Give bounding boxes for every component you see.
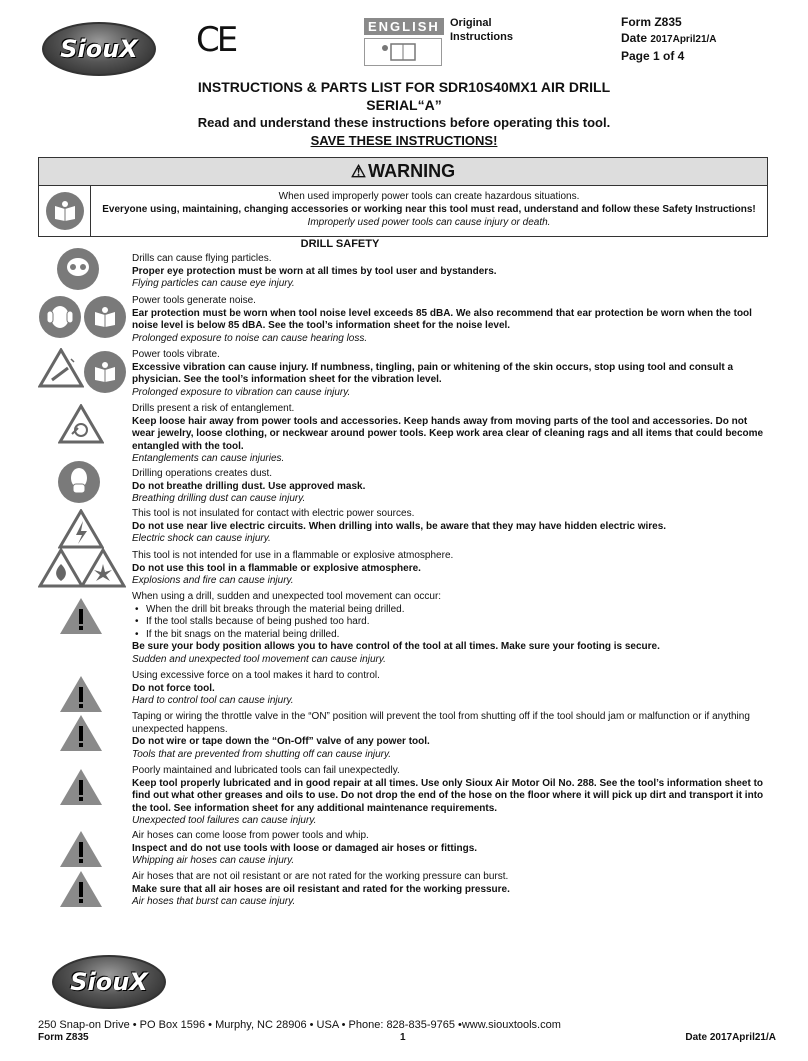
original-instructions: Original Instructions (450, 17, 513, 43)
entanglement-warning-icon (58, 404, 104, 449)
brand-logo-top (42, 22, 156, 76)
warning-triangle-icon: ⚠ (350, 161, 367, 181)
safety-item-hose-burst: Air hoses that are not oil resistant or are not rated for the working pressure can burst. Make sure that all air hoses are oil resistant and rated for the working pressure. Air hoses that burst can cause injury. (132, 871, 510, 907)
safety-item-force: Using excessive force on a tool makes it hard to control. Do not force tool. Hard to control tool can cause injury. (132, 670, 380, 706)
list-item: • If the bit snags on the material being drilled. (132, 629, 772, 642)
warning-heading: ⚠ WARNING (39, 158, 767, 186)
safety-item-hose-whip: Air hoses can come loose from power tools and whip. Inspect and do not use tools with loose or damaged air hoses or fittings. Whipping air hoses can cause injury. (132, 830, 478, 866)
list-item: • When the drill bit breaks through the material being drilled. (132, 604, 772, 617)
footer-form: Form Z835 (38, 1032, 89, 1043)
dust-mask-icon (58, 461, 100, 503)
doc-read-notice: Read and understand these instructions before operating this tool. (197, 115, 611, 130)
doc-serial: SERIAL“A” (366, 97, 442, 113)
safety-item-vibration: Power tools vibrate. Excessive vibration can cause injury. If numbness, tingling, pain or whitening of the skin occurs, stop using tool and consult a physician. See the tool’s information sheet for the vibration level. Prolonged exposure to vibration can cause injury. (132, 349, 734, 398)
safety-item-dust: Drilling operations creates dust. Do not breathe drilling dust. Use approved mask. Breathing drilling dust can cause injury. (132, 468, 366, 504)
safety-item-eye: Drills can cause flying particles. Proper eye protection must be worn at all times by tool user and bystanders. Flying particles can cause eye injury. (132, 253, 497, 289)
general-warning-icon (58, 767, 104, 812)
warning-line2: Everyone using, maintaining, changing accessories or working near this tool must read, understand and follow these Safety Instructions! (102, 204, 756, 215)
read-manual-icon (364, 38, 442, 66)
section-title: DRILL SAFETY (300, 238, 380, 250)
footer-page-number: 1 (400, 1032, 406, 1043)
general-warning-icon (58, 713, 104, 758)
page-number: Page 1 of 4 (621, 49, 685, 63)
safety-item-movement: When using a drill, sudden and unexpected tool movement can occur: • When the drill bit breaks through the material being drilled. • If the tool stalls because of being pushed too hard. • If the bit snags on the material being drilled. Be sure your body position allows you to have control of the tool at all times. Make sure your footing is secure. Sudden and unexpected tool movement can cause injury. (132, 591, 772, 666)
footer-date: Date 2017April21/A (685, 1032, 776, 1043)
brand-logo-text: SiouX (60, 35, 138, 63)
doc-save-notice: SAVE THESE INSTRUCTIONS! (310, 133, 498, 148)
warning-line1: When used improperly power tools can create hazardous situations. (278, 191, 580, 202)
language-badge (364, 18, 444, 66)
safety-item-flammable: This tool is not intended for use in a flammable or explosive atmosphere. Do not use this tool in a flammable or explosive atmosphere. Explosions and fire can cause injury. (132, 550, 454, 586)
ce-mark: CE (196, 20, 236, 60)
movement-bullet-list (132, 604, 772, 642)
warning-line3: Improperly used power tools can cause injury or death. (307, 217, 551, 228)
footer-address: 250 Snap-on Drive • PO Box 1596 • Murphy, NC 28906 • USA • Phone: 828-835-9765 •www.siouxtools.com (38, 1019, 561, 1031)
form-header (621, 14, 717, 64)
ear-protection-icon (39, 296, 81, 338)
vibration-warning-icon (38, 348, 84, 393)
list-item: • If the tool stalls because of being pushed too hard. (132, 616, 772, 629)
general-warning-icon (58, 596, 104, 641)
read-manual-icon (84, 351, 126, 393)
general-warning-icon (58, 869, 104, 914)
safety-item-throttle: Taping or wiring the throttle valve in the “ON” position will prevent the tool from shutting off if the tool should jam or malfunction or if anything unexpected happens. Do not wire or tape down the “On-Off” valve of any power tool. Tools that are prevented from shutting off can cause injury. (132, 711, 750, 760)
eye-protection-icon (57, 248, 99, 290)
read-manual-icon (84, 296, 126, 338)
language-label: ENGLISH (364, 18, 444, 35)
warning-box (38, 157, 768, 237)
form-date: Date 2017April21/A (621, 31, 717, 45)
safety-item-entanglement: Drills present a risk of entanglement. Keep loose hair away from power tools and accessories. Keep hands away from moving parts of the tool and accessories. Do not wear jewelry, loose clothing, or neckwear around power tools. Keep work area clear of cleaning rags and all items that could become entangled with the tool. Entanglements can cause injuries. (132, 403, 764, 464)
safety-item-maintenance: Poorly maintained and lubricated tools can fail unexpectedly. Keep tool properly lubricated and in good repair at all times. Use only Sioux Air Motor Oil No. 288. See the tool’s information sheet to find out what other greases and oils to use. Do not drop the end of the hose on the floor where it will pick up dirt and transport it into the tool. See information sheet for any additional maintenance requirements. Unexpected tool failures can cause injury. (132, 765, 764, 826)
form-number: Form Z835 (621, 15, 682, 29)
brand-logo-bottom: SiouX (52, 955, 166, 1009)
explosive-warning-icon (80, 548, 126, 593)
read-manual-icon (46, 192, 84, 230)
safety-item-noise: Power tools generate noise. Ear protection must be worn when tool noise level exceeds 85 dBA. We also recommend that ear protection be worn when the tool noise level is below 85 dBA. See the tool’s information sheet for the noise level. Prolonged exposure to noise can cause hearing loss. (132, 295, 752, 344)
general-warning-icon (58, 829, 104, 874)
doc-title: INSTRUCTIONS & PARTS LIST FOR SDR10S40MX1 AIR DRILL (197, 79, 611, 95)
flammable-warning-icon (38, 548, 84, 593)
safety-item-electric: This tool is not insulated for contact with electric power sources. Do not use near live electric circuits. When drilling into walls, be aware that they may have hidden electric wires. Electric shock can cause injury. (132, 508, 667, 544)
